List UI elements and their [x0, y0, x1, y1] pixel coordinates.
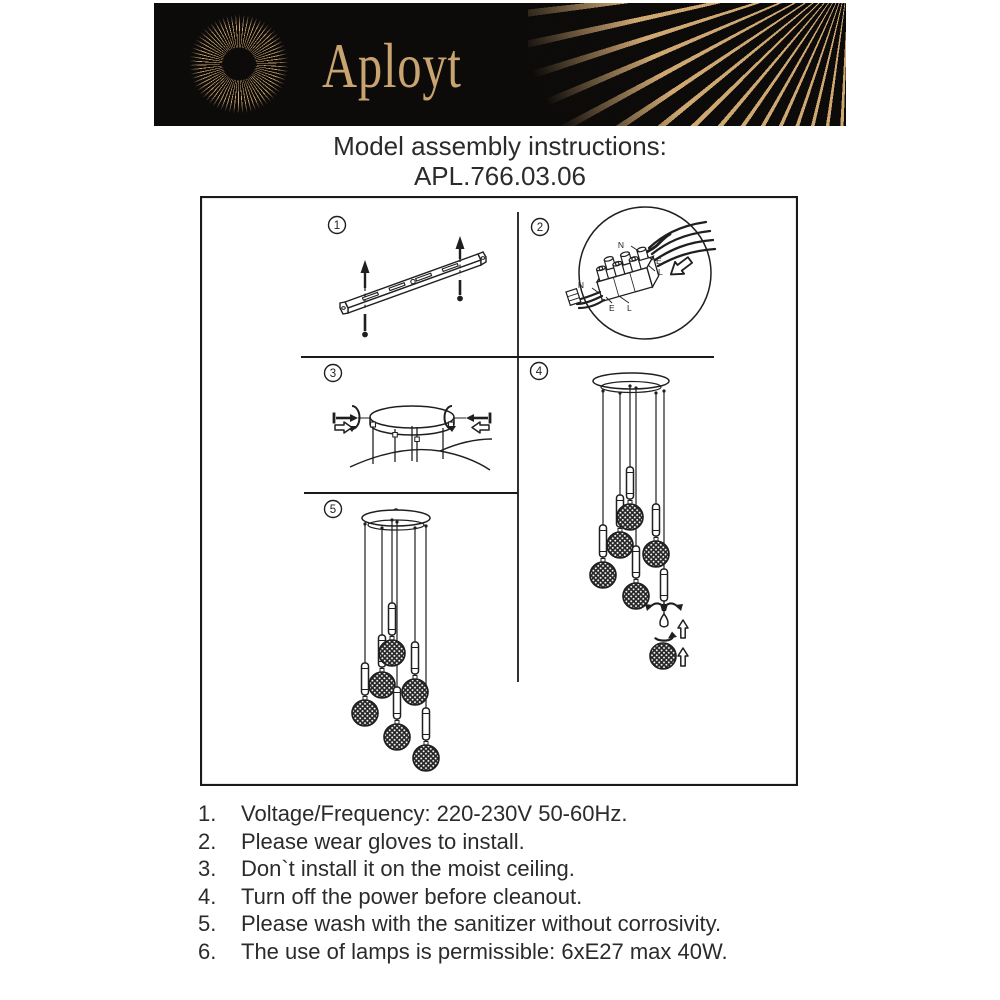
page-title: Model assembly instructions: — [333, 131, 667, 161]
instruction-text: Voltage/Frequency: 220-230V 50-60Hz. — [241, 801, 628, 826]
svg-text:3: 3 — [329, 368, 337, 380]
step-badge-1 — [329, 217, 346, 234]
svg-text:E: E — [656, 256, 662, 266]
instruction-number: 4. — [198, 883, 217, 909]
instruction-text: Please wear gloves to install. — [241, 828, 525, 854]
instruction-text: Turn off the power before cleanout. — [241, 883, 583, 909]
instruction-number: 5. — [198, 911, 217, 937]
instruction-item — [198, 855, 728, 883]
assembly-diagram — [200, 196, 798, 786]
model-number: APL.766.03.06 — [413, 161, 587, 191]
assembly-diagram-box — [200, 196, 798, 786]
instruction-number: 3. — [198, 856, 217, 882]
instruction-list — [198, 800, 728, 966]
svg-text:L: L — [627, 303, 632, 313]
step-badge-5 — [325, 501, 342, 518]
instruction-item — [198, 883, 728, 911]
rays-decoration — [528, 3, 846, 126]
instruction-number: 6. — [198, 938, 217, 964]
instruction-number: 1. — [198, 801, 217, 826]
svg-text:E: E — [609, 303, 615, 313]
svg-text:N: N — [617, 240, 624, 250]
svg-text:4: 4 — [535, 366, 543, 378]
title-block — [0, 131, 1000, 191]
svg-text:L: L — [658, 267, 663, 277]
starburst-logo-icon — [184, 9, 294, 119]
instruction-item — [198, 800, 728, 828]
instruction-text: The use of lamps is permissible: 6xE27 max 40W. — [241, 938, 728, 964]
svg-text:5: 5 — [329, 504, 337, 516]
step-badge-2 — [532, 219, 549, 236]
step-badge-3 — [325, 365, 342, 382]
brand-name: Aployt — [322, 30, 462, 101]
svg-text:2: 2 — [536, 222, 544, 234]
instruction-text: Don`t install it on the moist ceiling. — [241, 856, 575, 882]
svg-text:N: N — [577, 280, 584, 290]
instruction-item — [198, 828, 728, 856]
brand-banner — [154, 3, 846, 126]
instruction-number: 2. — [198, 828, 217, 854]
instruction-text: Please wash with the sanitizer without corrosivity. — [241, 911, 722, 937]
instruction-item — [198, 938, 728, 966]
step-badge-4 — [531, 363, 548, 380]
instruction-item — [198, 910, 728, 938]
svg-text:1: 1 — [333, 220, 341, 232]
